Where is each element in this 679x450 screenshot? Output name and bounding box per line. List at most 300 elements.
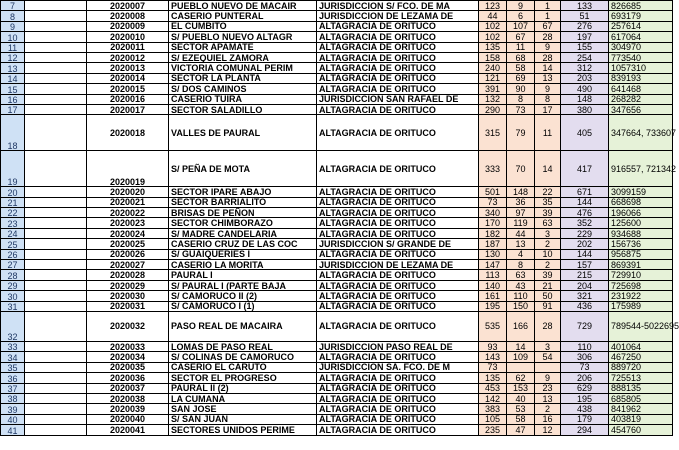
cell-count-1[interactable]: 147 [479,260,507,270]
cell-total[interactable]: 179 [561,414,609,424]
row-number-header[interactable]: 14 [1,73,25,83]
cell-code[interactable]: 2020030 [87,291,169,301]
cell-count-1[interactable]: 161 [479,291,507,301]
spacer-cell[interactable] [25,362,87,372]
cell-count-1[interactable]: 113 [479,270,507,280]
row-number-header[interactable]: 7 [1,1,25,11]
cell-count-2[interactable]: 40 [507,393,535,403]
cell-name[interactable]: PASO REAL DE MACAIRA [169,311,317,341]
cell-name[interactable]: PAURAL II (2) [169,383,317,393]
cell-code[interactable]: 2020022 [87,208,169,218]
cell-name[interactable]: S/ COLINAS DE CAMORUCO [169,352,317,362]
cell-ids[interactable]: 888135 [609,383,673,393]
cell-count-3[interactable]: 14 [535,151,561,187]
cell-count-2[interactable]: 8 [507,260,535,270]
cell-count-2[interactable]: 67 [507,32,535,42]
cell-code[interactable]: 2020011 [87,42,169,52]
cell-count-2[interactable]: 8 [507,94,535,104]
spacer-cell[interactable] [25,21,87,31]
cell-count-3[interactable]: 11 [535,115,561,151]
cell-code[interactable]: 2020008 [87,11,169,21]
cell-jurisdiction[interactable]: ALTAGRACIA DE ORITUCO [317,404,479,414]
cell-ids[interactable]: 454760 [609,425,673,435]
cell-name[interactable]: S/ CAMORUCO I (1) [169,301,317,311]
cell-jurisdiction[interactable]: ALTAGRACIA DE ORITUCO [317,42,479,52]
cell-count-2[interactable]: 53 [507,404,535,414]
cell-code[interactable]: 2020015 [87,84,169,94]
cell-name[interactable]: SECTOR EL PROGRESO [169,373,317,383]
spacer-cell[interactable] [25,383,87,393]
cell-total[interactable]: 144 [561,197,609,207]
cell-count-3[interactable]: 17 [535,104,561,114]
spacer-cell[interactable] [25,341,87,351]
cell-code[interactable]: 2020025 [87,239,169,249]
cell-jurisdiction[interactable]: ALTAGRACIA DE ORITUCO [317,301,479,311]
row-number-header[interactable]: 9 [1,21,25,31]
cell-name[interactable]: SECTOR IPARE ABAJO [169,187,317,197]
spacer-cell[interactable] [25,151,87,187]
cell-code[interactable]: 2020017 [87,104,169,114]
cell-total[interactable]: 352 [561,218,609,228]
cell-count-2[interactable] [507,362,535,372]
cell-count-3[interactable]: 2 [535,239,561,249]
cell-code[interactable]: 2020014 [87,73,169,83]
cell-count-2[interactable]: 70 [507,151,535,187]
cell-ids[interactable]: 617064 [609,32,673,42]
row-number-header[interactable]: 41 [1,425,25,435]
cell-count-2[interactable]: 150 [507,301,535,311]
spacer-cell[interactable] [25,311,87,341]
spacer-cell[interactable] [25,52,87,62]
cell-jurisdiction[interactable]: ALTAGRACIA DE ORITUCO [317,414,479,424]
cell-count-1[interactable]: 73 [479,197,507,207]
cell-total[interactable]: 110 [561,341,609,351]
cell-count-1[interactable]: 44 [479,11,507,21]
cell-name[interactable]: PUEBLO NUEVO DE MACAIR [169,1,317,11]
cell-count-1[interactable]: 135 [479,42,507,52]
cell-jurisdiction[interactable]: ALTAGRACIA DE ORITUCO [317,21,479,31]
cell-total[interactable]: 133 [561,1,609,11]
cell-jurisdiction[interactable]: JURISDICCION SA. FCO. DE M [317,362,479,372]
cell-ids[interactable]: 841962 [609,404,673,414]
cell-count-1[interactable]: 102 [479,21,507,31]
spacer-cell[interactable] [25,73,87,83]
row-number-header[interactable]: 38 [1,393,25,403]
cell-count-1[interactable]: 123 [479,1,507,11]
cell-count-1[interactable]: 290 [479,104,507,114]
cell-count-3[interactable]: 2 [535,404,561,414]
row-number-header[interactable]: 32 [1,311,25,341]
spacer-cell[interactable] [25,301,87,311]
cell-count-1[interactable]: 391 [479,84,507,94]
cell-count-1[interactable]: 121 [479,73,507,83]
cell-jurisdiction[interactable]: ALTAGRACIA DE ORITUCO [317,151,479,187]
row-number-header[interactable]: 16 [1,94,25,104]
cell-jurisdiction[interactable]: ALTAGRACIA DE ORITUCO [317,249,479,259]
cell-count-2[interactable]: 69 [507,73,535,83]
cell-code[interactable]: 2020032 [87,311,169,341]
cell-ids[interactable]: 401064 [609,341,673,351]
cell-name[interactable]: SECTOR CHIMBORAZO [169,218,317,228]
row-number-header[interactable]: 25 [1,239,25,249]
cell-count-1[interactable]: 158 [479,52,507,62]
cell-total[interactable]: 629 [561,383,609,393]
cell-name[interactable]: CASERIO EL CARUTO [169,362,317,372]
cell-jurisdiction[interactable]: ALTAGRACIA DE ORITUCO [317,218,479,228]
cell-name[interactable]: LOMAS DE PASO REAL [169,341,317,351]
spacer-cell[interactable] [25,32,87,42]
cell-jurisdiction[interactable]: ALTAGRACIA DE ORITUCO [317,270,479,280]
cell-name[interactable]: VALLES DE PAURAL [169,115,317,151]
cell-code[interactable]: 2020038 [87,393,169,403]
cell-count-2[interactable]: 14 [507,341,535,351]
cell-ids[interactable]: 196066 [609,208,673,218]
cell-ids[interactable]: 125600 [609,218,673,228]
row-number-header[interactable]: 24 [1,228,25,238]
cell-code[interactable]: 2020034 [87,352,169,362]
cell-ids[interactable]: 668698 [609,197,673,207]
cell-name[interactable]: SECTOR APAMATE [169,42,317,52]
cell-count-2[interactable]: 58 [507,414,535,424]
cell-total[interactable]: 204 [561,280,609,290]
cell-count-3[interactable]: 67 [535,21,561,31]
cell-jurisdiction[interactable]: ALTAGRACIA DE ORITUCO [317,425,479,435]
spacer-cell[interactable] [25,63,87,73]
cell-total[interactable]: 312 [561,63,609,73]
spacer-cell[interactable] [25,280,87,290]
cell-count-2[interactable]: 4 [507,249,535,259]
spacer-cell[interactable] [25,84,87,94]
row-number-header[interactable]: 40 [1,414,25,424]
row-number-header[interactable]: 29 [1,280,25,290]
cell-count-2[interactable]: 109 [507,352,535,362]
cell-total[interactable]: 254 [561,52,609,62]
cell-ids[interactable]: 916557, 721342 [609,151,673,187]
cell-total[interactable]: 671 [561,187,609,197]
cell-ids[interactable]: 693179 [609,11,673,21]
cell-code[interactable]: 2020026 [87,249,169,259]
cell-count-2[interactable]: 9 [507,1,535,11]
row-number-header[interactable]: 12 [1,52,25,62]
cell-total[interactable]: 203 [561,73,609,83]
cell-count-3[interactable]: 50 [535,291,561,301]
cell-name[interactable]: SAN JOSE [169,404,317,414]
cell-name[interactable]: CASERIO LA MORITA [169,260,317,270]
cell-name[interactable]: S/ PEÑA DE MOTA [169,151,317,187]
cell-count-2[interactable]: 148 [507,187,535,197]
cell-count-3[interactable]: 9 [535,84,561,94]
spacer-cell[interactable] [25,373,87,383]
cell-ids[interactable]: 869391 [609,260,673,270]
cell-name[interactable]: BRISAS DE PEÑON [169,208,317,218]
cell-ids[interactable]: 304970 [609,42,673,52]
cell-count-1[interactable]: 73 [479,362,507,372]
cell-count-2[interactable]: 63 [507,270,535,280]
cell-count-3[interactable]: 63 [535,218,561,228]
cell-code[interactable]: 2020031 [87,301,169,311]
cell-name[interactable]: CASERIO PUNTERAL [169,11,317,21]
cell-jurisdiction[interactable]: JURISDICCION SAN RAFAEL DE [317,94,479,104]
cell-jurisdiction[interactable]: ALTAGRACIA DE ORITUCO [317,187,479,197]
cell-ids[interactable]: 826685 [609,1,673,11]
cell-count-3[interactable]: 1 [535,11,561,21]
cell-count-1[interactable]: 135 [479,373,507,383]
row-number-header[interactable]: 18 [1,115,25,151]
cell-ids[interactable]: 641468 [609,84,673,94]
cell-name[interactable]: EL CUMBITO [169,21,317,31]
row-number-header[interactable]: 8 [1,11,25,21]
cell-total[interactable]: 148 [561,94,609,104]
cell-count-3[interactable]: 3 [535,228,561,238]
cell-count-1[interactable]: 105 [479,414,507,424]
cell-code[interactable]: 2020029 [87,280,169,290]
spacer-cell[interactable] [25,414,87,424]
cell-code[interactable]: 2020012 [87,52,169,62]
cell-count-2[interactable]: 119 [507,218,535,228]
cell-count-3[interactable]: 91 [535,301,561,311]
cell-count-2[interactable]: 79 [507,115,535,151]
spacer-cell[interactable] [25,115,87,151]
row-number-header[interactable]: 13 [1,63,25,73]
cell-count-3[interactable]: 21 [535,280,561,290]
cell-count-3[interactable]: 9 [535,42,561,52]
cell-jurisdiction[interactable]: JURISDICCION DE LEZAMA DE [317,11,479,21]
cell-name[interactable]: S/ MADRE CANDELARIA [169,228,317,238]
cell-ids[interactable]: 1057310 [609,63,673,73]
cell-ids[interactable]: 725513 [609,373,673,383]
cell-count-3[interactable]: 3 [535,341,561,351]
cell-ids[interactable]: 956875 [609,249,673,259]
cell-jurisdiction[interactable]: ALTAGRACIA DE ORITUCO [317,291,479,301]
cell-code[interactable]: 2020027 [87,260,169,270]
cell-jurisdiction[interactable]: ALTAGRACIA DE ORITUCO [317,32,479,42]
cell-code[interactable]: 2020010 [87,32,169,42]
cell-code[interactable]: 2020041 [87,425,169,435]
cell-count-3[interactable] [535,362,561,372]
cell-total[interactable]: 229 [561,228,609,238]
cell-code[interactable]: 2020009 [87,21,169,31]
spacer-cell[interactable] [25,228,87,238]
cell-code[interactable]: 2020023 [87,218,169,228]
cell-count-2[interactable]: 6 [507,11,535,21]
cell-total[interactable]: 490 [561,84,609,94]
cell-name[interactable]: PAURAL I [169,270,317,280]
cell-count-2[interactable]: 110 [507,291,535,301]
spacer-cell[interactable] [25,218,87,228]
cell-ids[interactable]: 773540 [609,52,673,62]
cell-jurisdiction[interactable]: ALTAGRACIA DE ORITUCO [317,373,479,383]
cell-code[interactable]: 2020039 [87,404,169,414]
cell-total[interactable]: 417 [561,151,609,187]
cell-jurisdiction[interactable]: JURISDICCION DE LEZAMA DE [317,260,479,270]
cell-total[interactable]: 276 [561,21,609,31]
cell-name[interactable]: SECTOR BARRIALITO [169,197,317,207]
cell-jurisdiction[interactable]: ALTAGRACIA DE ORITUCO [317,104,479,114]
row-number-header[interactable]: 30 [1,291,25,301]
row-number-header[interactable]: 39 [1,404,25,414]
cell-jurisdiction[interactable]: ALTAGRACIA DE ORITUCO [317,280,479,290]
cell-jurisdiction[interactable]: JURISDICCION PASO REAL DE [317,341,479,351]
row-number-header[interactable]: 20 [1,187,25,197]
cell-total[interactable]: 405 [561,115,609,151]
row-number-header[interactable]: 27 [1,260,25,270]
cell-count-3[interactable]: 35 [535,197,561,207]
cell-ids[interactable]: 789544-5022695 [609,311,673,341]
cell-count-3[interactable]: 8 [535,94,561,104]
cell-code[interactable]: 2020021 [87,197,169,207]
cell-total[interactable]: 306 [561,352,609,362]
row-number-header[interactable]: 36 [1,373,25,383]
cell-code[interactable]: 2020033 [87,341,169,351]
cell-count-2[interactable]: 13 [507,239,535,249]
cell-total[interactable]: 206 [561,373,609,383]
cell-count-1[interactable]: 333 [479,151,507,187]
cell-count-1[interactable]: 453 [479,383,507,393]
spacer-cell[interactable] [25,187,87,197]
cell-count-3[interactable]: 28 [535,311,561,341]
row-number-header[interactable]: 37 [1,383,25,393]
cell-ids[interactable]: 839193 [609,73,673,83]
cell-count-1[interactable]: 182 [479,228,507,238]
cell-ids[interactable]: 934688 [609,228,673,238]
cell-count-1[interactable]: 195 [479,301,507,311]
cell-count-3[interactable]: 10 [535,249,561,259]
cell-jurisdiction[interactable]: ALTAGRACIA DE ORITUCO [317,197,479,207]
cell-name[interactable]: S/ PUEBLO NUEVO ALTAGR [169,32,317,42]
cell-ids[interactable]: 231922 [609,291,673,301]
spacer-cell[interactable] [25,425,87,435]
row-number-header[interactable]: 21 [1,197,25,207]
cell-name[interactable]: LA CUMANA [169,393,317,403]
cell-jurisdiction[interactable]: ALTAGRACIA DE ORITUCO [317,311,479,341]
spacer-cell[interactable] [25,393,87,403]
cell-count-1[interactable]: 501 [479,187,507,197]
cell-name[interactable]: S/ DOS CAMINOS [169,84,317,94]
cell-count-3[interactable]: 2 [535,260,561,270]
cell-code[interactable]: 2020035 [87,362,169,372]
cell-total[interactable]: 438 [561,404,609,414]
cell-name[interactable]: CASERIO TUIRA [169,94,317,104]
spacer-cell[interactable] [25,11,87,21]
cell-count-1[interactable]: 93 [479,341,507,351]
cell-jurisdiction[interactable]: JURISDICCION S/ GRANDE DE [317,239,479,249]
cell-total[interactable]: 157 [561,260,609,270]
spacer-cell[interactable] [25,270,87,280]
cell-code[interactable]: 2020036 [87,373,169,383]
cell-count-2[interactable]: 166 [507,311,535,341]
cell-count-1[interactable]: 142 [479,393,507,403]
spacer-cell[interactable] [25,291,87,301]
cell-count-2[interactable]: 62 [507,373,535,383]
cell-count-3[interactable]: 22 [535,187,561,197]
spacer-cell[interactable] [25,197,87,207]
cell-name[interactable]: S/ CAMORUCO II (2) [169,291,317,301]
cell-ids[interactable]: 347656 [609,104,673,114]
cell-ids[interactable]: 3099159 [609,187,673,197]
cell-count-3[interactable]: 1 [535,1,561,11]
spacer-cell[interactable] [25,239,87,249]
cell-count-2[interactable]: 153 [507,383,535,393]
cell-jurisdiction[interactable]: JURISDICCION S/ FCO. DE MA [317,1,479,11]
row-number-header[interactable]: 11 [1,42,25,52]
cell-count-2[interactable]: 68 [507,52,535,62]
cell-total[interactable]: 195 [561,393,609,403]
cell-count-2[interactable]: 44 [507,228,535,238]
cell-code[interactable]: 2020040 [87,414,169,424]
cell-name[interactable]: S/ GUAIQUERIES I [169,249,317,259]
cell-total[interactable]: 202 [561,239,609,249]
spacer-cell[interactable] [25,42,87,52]
cell-code[interactable]: 2020013 [87,63,169,73]
row-number-header[interactable]: 26 [1,249,25,259]
cell-code[interactable]: 2020007 [87,1,169,11]
cell-count-1[interactable]: 102 [479,32,507,42]
spacer-cell[interactable] [25,404,87,414]
row-number-header[interactable]: 10 [1,32,25,42]
cell-ids[interactable]: 347664, 733607 [609,115,673,151]
cell-count-3[interactable]: 14 [535,63,561,73]
cell-count-2[interactable]: 107 [507,21,535,31]
row-number-header[interactable]: 17 [1,104,25,114]
cell-count-1[interactable]: 140 [479,280,507,290]
cell-count-1[interactable]: 143 [479,352,507,362]
cell-count-2[interactable]: 11 [507,42,535,52]
cell-count-1[interactable]: 340 [479,208,507,218]
cell-count-2[interactable]: 36 [507,197,535,207]
spacer-cell[interactable] [25,1,87,11]
spacer-cell[interactable] [25,104,87,114]
row-number-header[interactable]: 28 [1,270,25,280]
cell-code[interactable]: 2020020 [87,187,169,197]
cell-count-2[interactable]: 90 [507,84,535,94]
cell-code[interactable]: 2020024 [87,228,169,238]
cell-total[interactable]: 215 [561,270,609,280]
spacer-cell[interactable] [25,260,87,270]
cell-total[interactable]: 155 [561,42,609,52]
cell-ids[interactable]: 729910 [609,270,673,280]
cell-total[interactable]: 294 [561,425,609,435]
cell-count-2[interactable]: 73 [507,104,535,114]
cell-ids[interactable]: 725698 [609,280,673,290]
cell-count-3[interactable]: 39 [535,208,561,218]
row-number-header[interactable]: 22 [1,208,25,218]
cell-count-1[interactable]: 315 [479,115,507,151]
cell-jurisdiction[interactable]: ALTAGRACIA DE ORITUCO [317,52,479,62]
cell-jurisdiction[interactable]: ALTAGRACIA DE ORITUCO [317,115,479,151]
cell-total[interactable]: 436 [561,301,609,311]
cell-ids[interactable]: 175989 [609,301,673,311]
cell-count-3[interactable]: 9 [535,373,561,383]
cell-count-3[interactable]: 12 [535,425,561,435]
row-number-header[interactable]: 15 [1,84,25,94]
cell-total[interactable]: 197 [561,32,609,42]
cell-code[interactable]: 2020018 [87,115,169,151]
cell-total[interactable]: 51 [561,11,609,21]
cell-code[interactable]: 2020019 [87,151,169,187]
cell-code[interactable]: 2020028 [87,270,169,280]
row-number-header[interactable]: 35 [1,362,25,372]
cell-jurisdiction[interactable]: ALTAGRACIA DE ORITUCO [317,208,479,218]
cell-total[interactable]: 321 [561,291,609,301]
cell-name[interactable]: S/ PAURAL I (PARTE BAJA [169,280,317,290]
row-number-header[interactable]: 23 [1,218,25,228]
cell-total[interactable]: 73 [561,362,609,372]
cell-total[interactable]: 476 [561,208,609,218]
cell-count-2[interactable]: 43 [507,280,535,290]
cell-name[interactable]: S/ SAN JUAN [169,414,317,424]
cell-ids[interactable]: 268282 [609,94,673,104]
cell-name[interactable]: SECTOR SALADILLO [169,104,317,114]
